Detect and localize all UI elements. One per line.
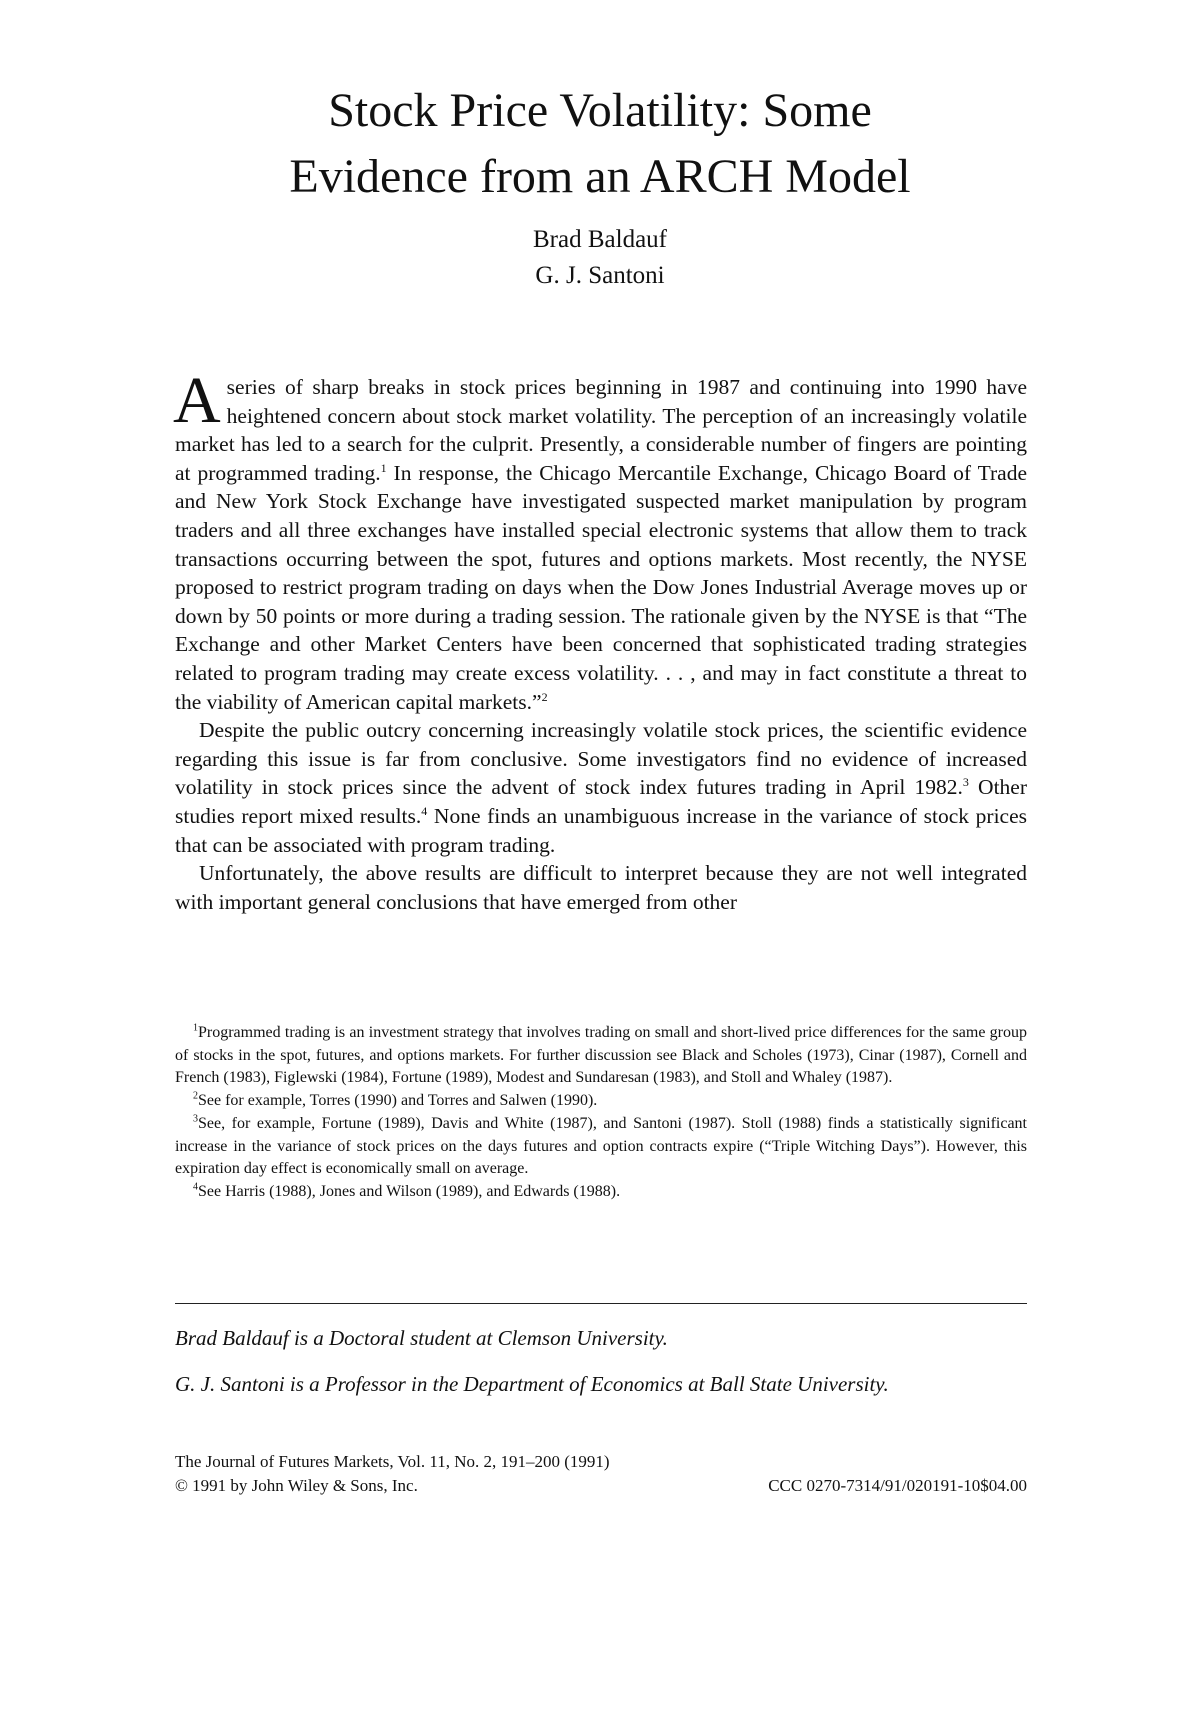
footnote-ref: 3 — [962, 775, 969, 790]
author-affiliation: G. J. Santoni is a Professor in the Department of Economics at Ball State University. — [175, 1372, 889, 1396]
footnote-mark: 3 — [193, 1113, 198, 1125]
footnote-mark: 2 — [193, 1090, 198, 1102]
paragraph-text: Unfortunately, the above results are difficult to interpret because they are not well integrated with important general conclusions that have emerged from other — [175, 861, 1027, 914]
footnotes — [175, 1022, 1027, 1204]
title-line-1: Stock Price Volatility: Some — [328, 84, 872, 137]
author-affiliation: Brad Baldauf is a Doctoral student at Clemson University. — [175, 1326, 668, 1350]
author-list — [0, 222, 1200, 294]
body-text — [173, 364, 1028, 916]
footnote-text: See Harris (1988), Jones and Wilson (1989), and Edwards (1988). — [198, 1182, 621, 1200]
author-name: Brad Baldauf — [533, 226, 667, 253]
footnote — [175, 1181, 1027, 1204]
footnote-text: See, for example, Fortune (1989), Davis and White (1987), and Santoni (1987). Stoll (1988) finds a statistically significant increase in the variance of stock prices on the days futures and option contracts expire (“Triple Witching Days”). However, this expiration day effect is economically small on average. — [175, 1114, 1027, 1178]
footnote-ref: 2 — [541, 689, 548, 704]
paragraph-2 — [175, 716, 1027, 859]
title-line-2: Evidence from an ARCH Model — [289, 150, 911, 203]
footnote — [175, 1090, 1027, 1113]
footnote-text: See for example, Torres (1990) and Torres and Salwen (1990). — [198, 1092, 598, 1110]
author-name: G. J. Santoni — [535, 262, 665, 289]
paragraph-text: None finds an unambiguous increase in the variance of stock prices that can be associated with program trading. — [175, 803, 1027, 857]
footnote-ref: 4 — [421, 803, 428, 818]
paragraph-1 — [173, 364, 1027, 716]
journal-citation: The Journal of Futures Markets, Vol. 11, No. 2, 191–200 (1991) — [175, 1452, 610, 1471]
paragraph-text: Other studies report mixed results. — [175, 775, 1028, 828]
footnote — [175, 1022, 1027, 1090]
ccc-code: CCC 0270-7314/91/020191-10$04.00 — [768, 1476, 1027, 1495]
drop-cap: A — [173, 364, 221, 437]
footnote-mark: 4 — [193, 1181, 198, 1193]
journal-copyright-line — [175, 1476, 1027, 1496]
paragraph-text: In response, the Chicago Mercantile Exchange, Chicago Board of Trade and New York Stock Exchange have investigated suspected market manipulation by program traders and all three exchanges have installed special electronic systems that allow them to track transactions occurring between the spot, futures and options markets. Most recently, the NYSE proposed to restrict program trading on days when the Dow Jones Industrial Average moves up or down by 50 points or more during a trading session. The rationale given by the NYSE is that “The Exchange and other Market Centers have been concerned that sophisticated trading strategies related to program trading may create excess volatility. . . , and may in fact constitute a threat to the viability of American capital markets.” — [175, 460, 1027, 714]
footnote-text: Programmed trading is an investment strategy that involves trading on small and short-lived price differences for the same group of stocks in the spot, futures, and options markets. For further discussion see Black and Scholes (1973), Cinar (1987), Cornell and French (1983), Figlewski (1984), Fortune (1989), Modest and Sundaresan (1983), and Stoll and Whaley (1987). — [175, 1024, 1027, 1087]
footnote-ref: 1 — [380, 460, 387, 475]
footnote-mark: 1 — [193, 1022, 198, 1034]
divider-rule — [175, 1303, 1027, 1304]
paragraph-text: Despite the public outcry concerning increasingly volatile stock prices, the scientific evidence regarding this issue is far from conclusive. Some investigators find no evidence of increased volatility in stock prices since the advent of stock index futures trading in April 1982. — [175, 718, 1027, 800]
paper-title — [0, 78, 1200, 210]
copyright: © 1991 by John Wiley & Sons, Inc. — [175, 1476, 418, 1495]
paragraph-3 — [175, 859, 1027, 916]
footnote — [175, 1113, 1027, 1181]
paragraph-text: series of sharp breaks in stock prices beginning in 1987 and continuing into 1990 have heightened concern about stock market volatility. The perception of an increasingly volatile market has led to a search for the culprit. Presently, a considerable number of fingers are pointing at programmed trading. — [175, 375, 1027, 485]
